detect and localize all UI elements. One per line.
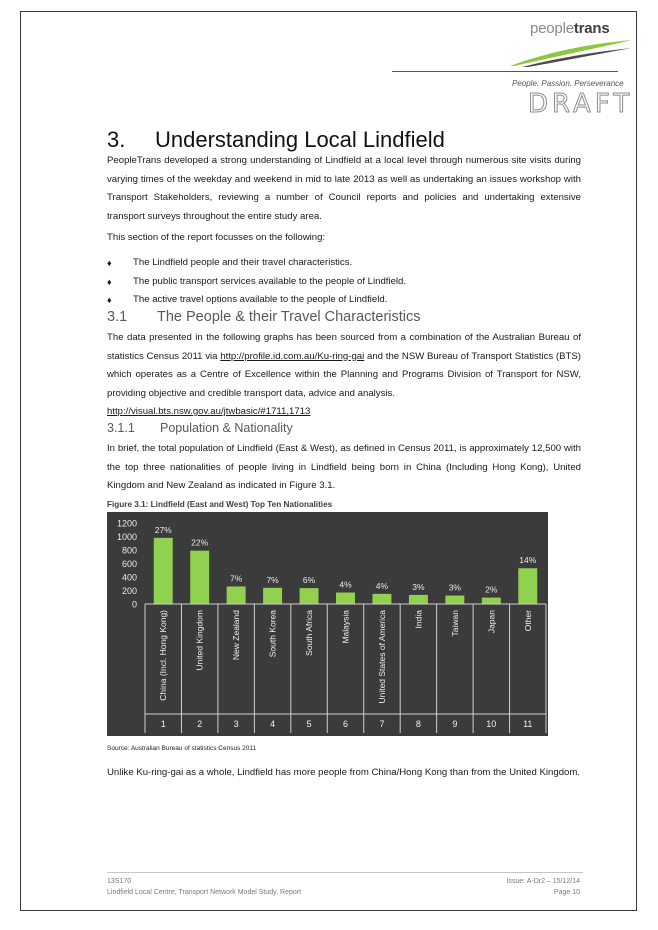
footer-report: Lindfield Local Centre, Transport Network Model Study, Report xyxy=(107,889,302,896)
footer-code: 13S170 xyxy=(107,878,132,885)
x-tick-label: Taiwan xyxy=(449,610,460,637)
y-tick-label: 1000 xyxy=(116,532,137,542)
x-index-label: 2 xyxy=(197,719,203,729)
bar xyxy=(263,588,282,604)
bar xyxy=(336,593,355,604)
nationalities-chart xyxy=(107,512,548,736)
profile-id-link[interactable]: http://profile.id.com.au/Ku-ring-gai xyxy=(220,350,365,362)
data-label: 6% xyxy=(302,575,316,586)
bullet-icon: ♦ xyxy=(107,258,112,268)
bar xyxy=(445,596,464,604)
bts-link[interactable]: http://visual.bts.nsw.gov.au/jtwbasic/#1711,1713 xyxy=(107,406,311,417)
bar xyxy=(372,594,391,604)
figure-caption: Figure 3.1: Lindfield (East and West) Top Ten Nationalities xyxy=(107,500,333,509)
data-label: 3% xyxy=(412,581,425,592)
data-label: 14% xyxy=(519,555,537,566)
figure-source: Source: Australian Bureau of statistics Census 2011 xyxy=(107,745,257,752)
bullet-icon: ♦ xyxy=(107,276,112,287)
x-tick-label: Other xyxy=(522,610,533,632)
x-tick-label: South Africa xyxy=(304,610,315,656)
x-index-label: 7 xyxy=(379,719,385,729)
subsubsection-heading: 3.1.1 Population & Nationality xyxy=(107,421,293,435)
section-heading xyxy=(107,127,445,153)
footer-left xyxy=(107,876,301,898)
population-paragraph: In brief, the total population of Lindfield (East & West), as defined in Census 2011, is approximately 12,500 with the top three nationalities of people living in Lindfield being born in China (Including Hong Kong), United Kingdom and New Zealand as indicated in Figure 3.1. xyxy=(107,443,581,491)
section-title: Understanding Local Lindfield xyxy=(155,127,445,152)
footer-issue: Issue: A-Dr2 – 15/12/14 xyxy=(506,878,580,885)
y-tick-label: 600 xyxy=(121,559,137,569)
chart-svg xyxy=(107,512,548,736)
x-tick-label: South Korea xyxy=(267,610,278,658)
bar xyxy=(482,598,501,604)
y-tick-label: 0 xyxy=(131,599,137,610)
subsection-heading: 3.1 The People & their Travel Characteristics xyxy=(107,309,421,325)
x-tick-label: China (Incl. Hong Kong) xyxy=(158,610,169,701)
x-index-label: 1 xyxy=(160,719,166,729)
x-tick-label: India xyxy=(413,610,424,629)
focus-intro: This section of the report focusses on the following: xyxy=(107,232,326,243)
logo-swoosh-icon xyxy=(508,38,633,68)
data-label: 22% xyxy=(191,537,209,548)
bar xyxy=(518,568,537,604)
bullet-icon: ♦ xyxy=(107,295,112,305)
y-tick-label: 400 xyxy=(121,572,137,583)
y-tick-label: 800 xyxy=(121,545,137,556)
data-label: 7% xyxy=(266,574,279,585)
section-number: 3. xyxy=(107,127,126,152)
bar xyxy=(409,595,428,604)
y-tick-label: 200 xyxy=(121,586,137,596)
bar xyxy=(300,588,319,604)
tagline: People. Passion. Perseverance xyxy=(512,79,624,88)
footer-right xyxy=(506,876,580,898)
x-tick-label: United Kingdom xyxy=(194,610,205,671)
x-index-label: 3 xyxy=(233,719,239,729)
data-label: 7% xyxy=(229,573,243,584)
list-item: ♦ The active travel options available to the people of Lindfield. xyxy=(107,291,406,310)
footer-rule xyxy=(107,872,583,873)
x-tick-label: United States of America xyxy=(376,610,387,704)
data-source-paragraph: The data presented in the following graphs has been sourced from a combination of the Australian Bureau of statistics Census 2011 via http://profile.id.com.au/Ku-ring-gai and the NSW Bureau of Transport Statistics (BTS) which operates as a Centre of Excellence within the Planning and Programs Division of Transport for NSW, providing objective and credible transport data, advice and analysis. http://visual.bts.nsw.gov.au/jtwbasic/#1711,1713 xyxy=(107,332,581,417)
focus-list xyxy=(107,254,406,310)
x-tick-label: Japan xyxy=(486,610,497,634)
intro-paragraph: PeopleTrans developed a strong understanding of Lindfield at a local level through numerous site visits during varying times of the weekday and weekend in mid to late 2013 as well as undertaking an issues workshop with Transport Stakeholders, reviewing a number of Council reports and policies and undertaking extensive transport surveys throughout the entire study area. xyxy=(107,155,581,222)
x-index-label: 8 xyxy=(415,719,421,729)
x-index-label: 10 xyxy=(486,719,497,729)
bar xyxy=(227,586,246,604)
peopletrans-logo: peopletrans xyxy=(530,20,610,37)
list-item: ♦ The Lindfield people and their travel characteristics. xyxy=(107,254,406,273)
data-label: 4% xyxy=(339,579,352,590)
x-index-label: 4 xyxy=(270,719,276,729)
bar xyxy=(154,538,173,604)
x-index-label: 9 xyxy=(452,719,458,729)
data-label: 4% xyxy=(375,580,389,591)
draft-watermark: DRAFT xyxy=(528,89,634,119)
header-rule xyxy=(392,71,618,72)
x-index-label: 6 xyxy=(342,719,349,729)
bar xyxy=(190,551,209,604)
y-tick-label: 1200 xyxy=(116,518,137,529)
list-item: ♦ The public transport services available to the people of Lindfield. xyxy=(107,273,406,292)
footer-page: Page 10 xyxy=(553,889,580,896)
data-label: 3% xyxy=(448,582,462,593)
data-label: 27% xyxy=(154,524,172,535)
x-tick-label: New Zealand xyxy=(231,610,242,661)
x-index-label: 5 xyxy=(306,719,312,729)
closing-paragraph: Unlike Ku-ring-gai as a whole, Lindfield has more people from China/Hong Kong than from the United Kingdom. xyxy=(107,767,581,778)
x-index-label: 11 xyxy=(523,719,533,729)
data-label: 2% xyxy=(485,584,498,595)
x-tick-label: Malaysia xyxy=(340,610,351,644)
